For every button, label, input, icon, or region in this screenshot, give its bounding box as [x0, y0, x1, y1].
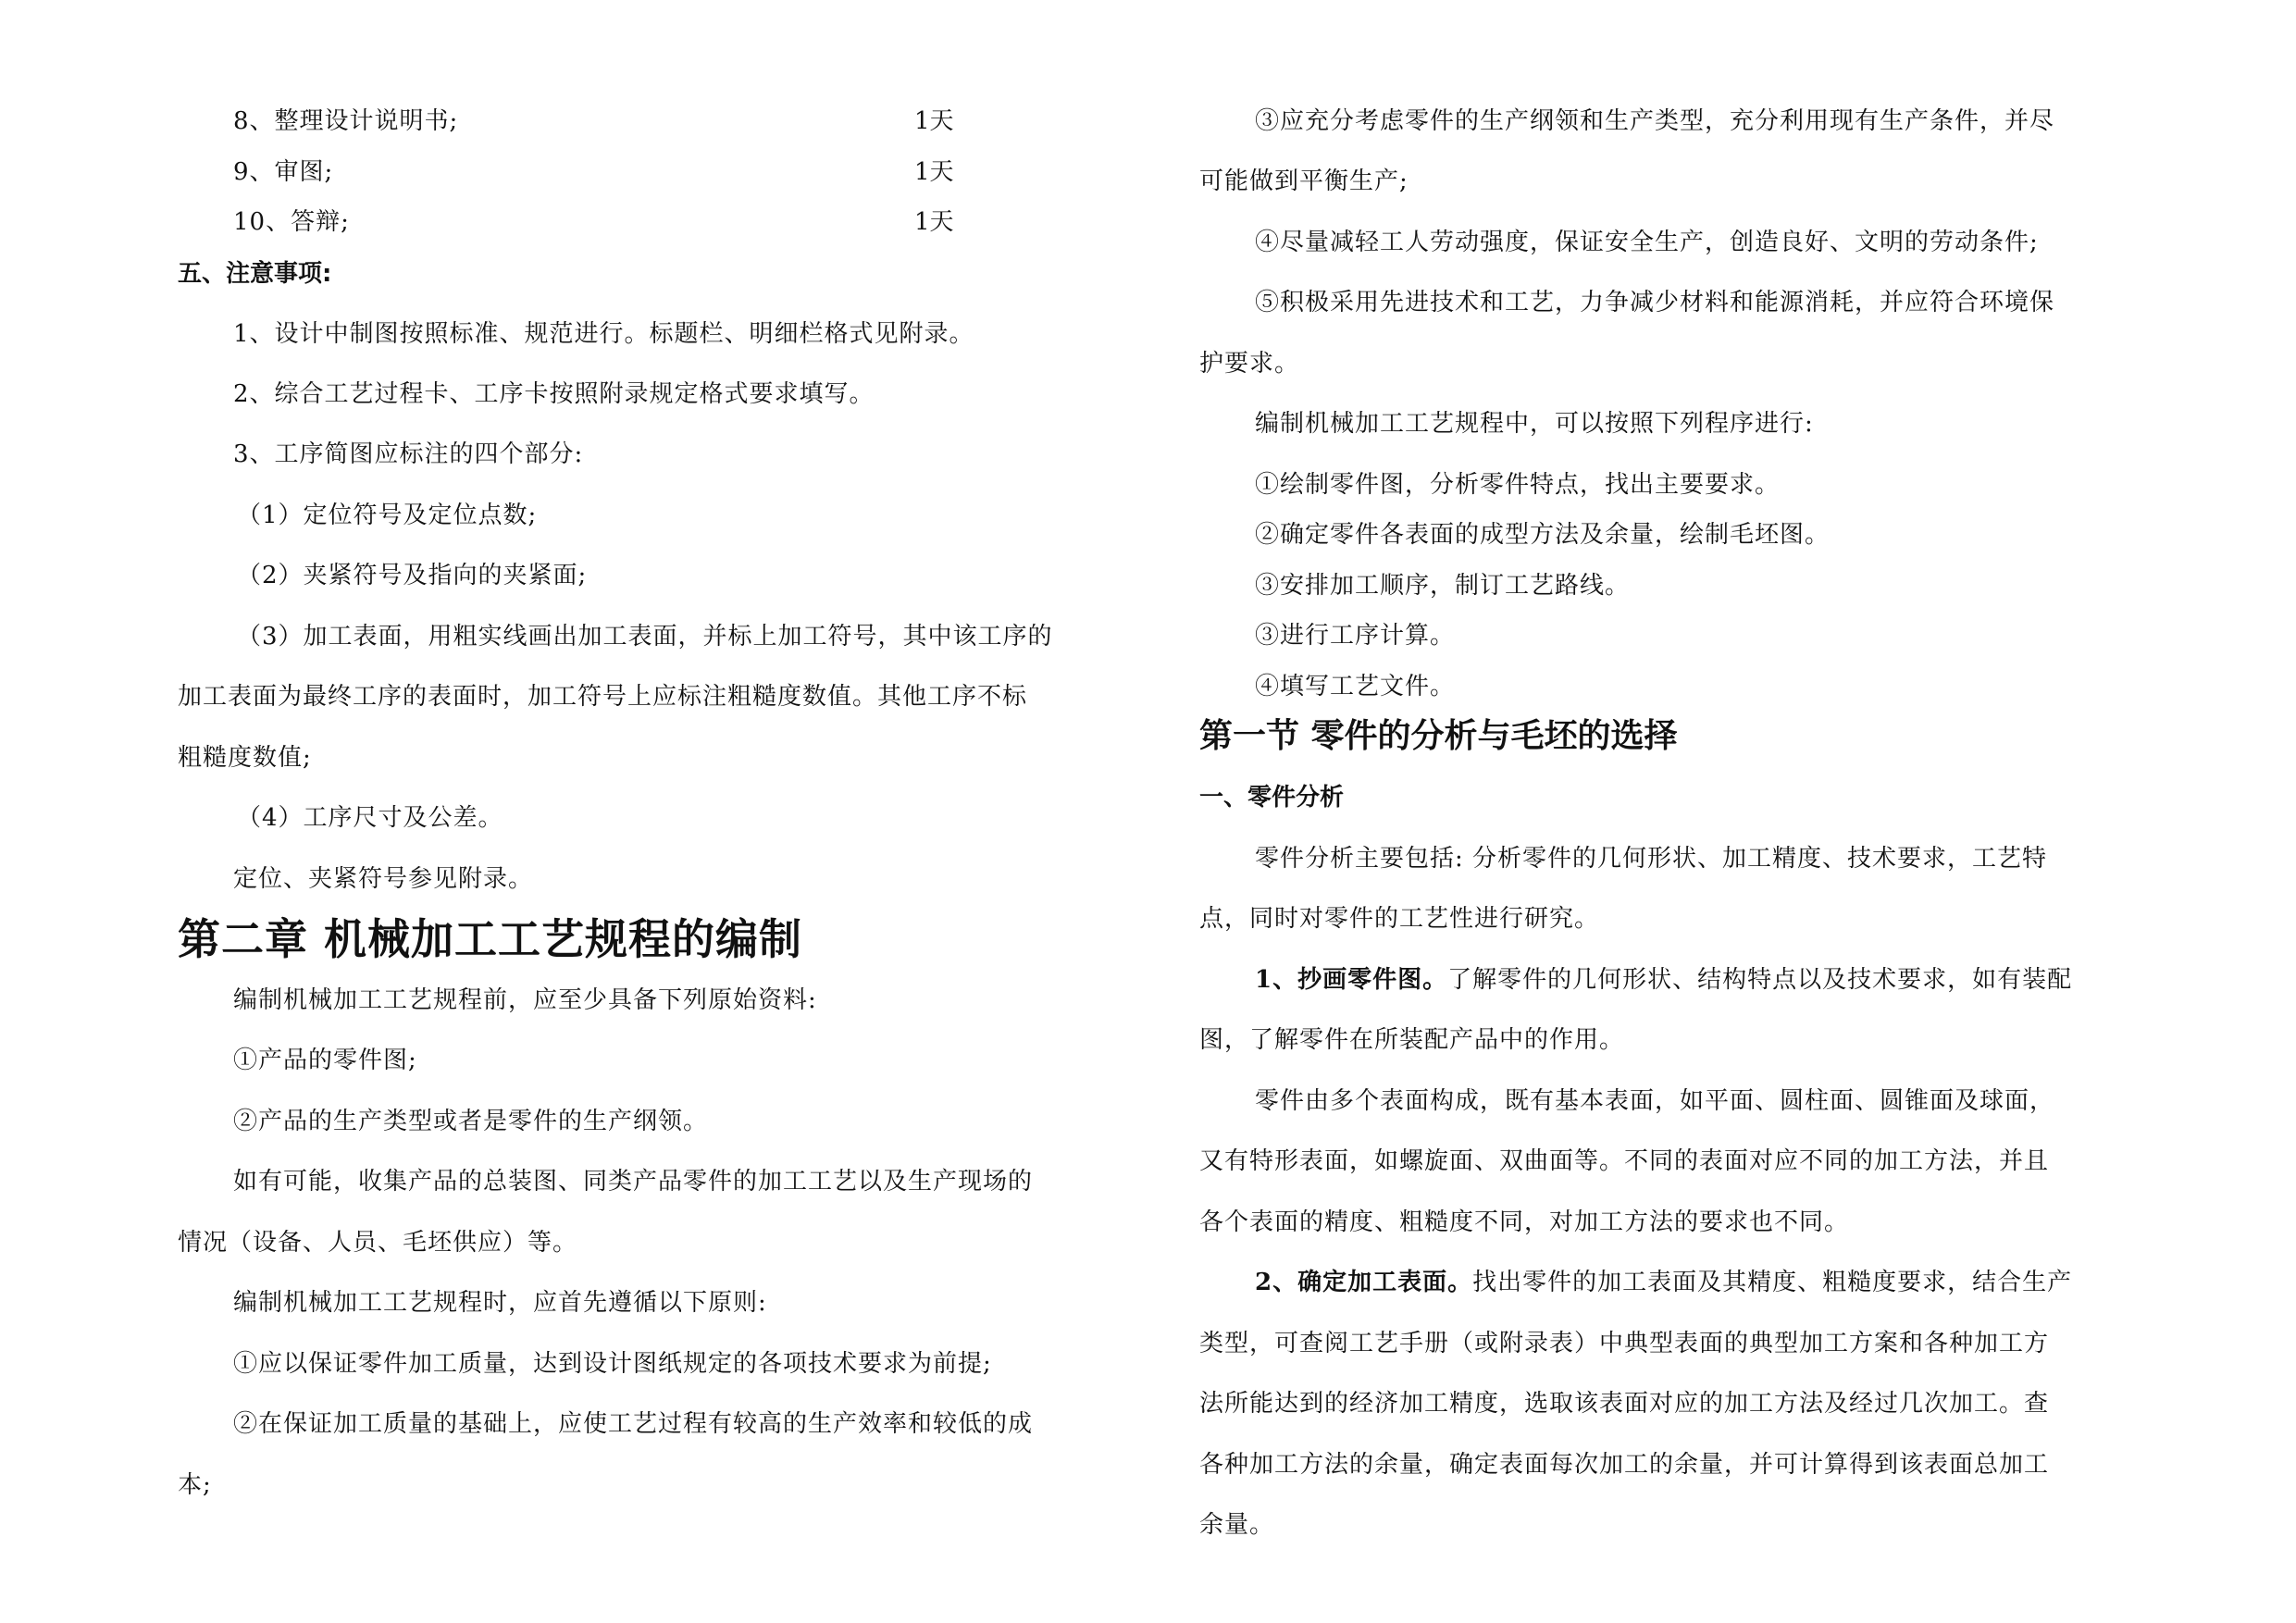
principle-3-line-1: ③应充分考虑零件的生产纲领和生产类型，充分利用现有生产条件，并尽	[1255, 107, 2055, 135]
schedule-item-9	[233, 156, 333, 188]
item-2-bold-label: 2、确定加工表面。	[1255, 1269, 1473, 1296]
schedule-label: 8、整理设计说明书;	[233, 107, 459, 135]
principle-4: ④尽量减轻工人劳动强度，保证安全生产，创造良好、文明的劳动条件;	[1255, 229, 2039, 256]
schedule-label: 9、审图;	[233, 158, 334, 186]
step-1: ①绘制零件图，分析零件特点，找出主要要求。	[1255, 471, 1781, 499]
sub-note-3-line-1: （3）加工表面，用粗实线画出加工表面，并标上加工符号，其中该工序的	[237, 623, 1053, 650]
item-2-line-1	[1255, 1267, 2072, 1298]
sub-note-2: （2）夹紧符号及指向的夹紧面;	[237, 562, 588, 589]
principle-intro: 编制机械加工工艺规程时，应首先遵循以下原则:	[233, 1289, 767, 1317]
collect-line-2: 情况（设备、人员、毛坯供应）等。	[178, 1229, 578, 1257]
reference-note: 定位、夹紧符号参见附录。	[233, 865, 534, 893]
intro-paragraph: 编制机械加工工艺规程前，应至少具备下列原始资料:	[233, 986, 817, 1014]
schedule-days-9: 1天	[914, 158, 954, 186]
item-2-line-4: 各种加工方法的余量，确定表面每次加工的余量，并可计算得到该表面总加工	[1199, 1451, 2050, 1479]
step-2: ②确定零件各表面的成型方法及余量，绘制毛坯图。	[1255, 521, 1831, 549]
principle-2-line-2: 本;	[178, 1471, 212, 1499]
step-4: ③进行工序计算。	[1255, 622, 1456, 650]
schedule-days-8: 1天	[914, 107, 954, 135]
section-heading-notes: 五、注意事项:	[178, 260, 332, 288]
chapter-title: 第二章 机械加工工艺规程的编制	[178, 914, 803, 964]
schedule-item-10	[233, 206, 350, 238]
item-2-text: 找出零件的加工表面及其精度、粗糙度要求，结合生产	[1472, 1269, 2073, 1296]
sub-note-3-line-3: 粗糙度数值;	[178, 744, 312, 772]
note-1: 1、设计中制图按照标准、规范进行。标题栏、明细栏格式见附录。	[233, 320, 974, 348]
sub-note-4: （4）工序尺寸及公差。	[237, 804, 503, 832]
schedule-label: 10、答辩;	[233, 208, 350, 236]
item-1-bold-label: 1、抄画零件图。	[1255, 966, 1448, 994]
sub-heading-part-analysis: 一、零件分析	[1199, 784, 1345, 812]
step-3: ③安排加工顺序，制订工艺路线。	[1255, 572, 1631, 600]
item-2-line-5: 余量。	[1199, 1511, 1275, 1539]
surface-line-1: 零件由多个表面构成，既有基本表面，如平面、圆柱面、圆锥面及球面，	[1255, 1087, 2055, 1115]
principle-5-line-2: 护要求。	[1199, 350, 1300, 378]
surface-line-2: 又有特形表面，如螺旋面、双曲面等。不同的表面对应不同的加工方法，并且	[1199, 1147, 2050, 1175]
principle-5-line-1: ⑤积极采用先进技术和工艺，力争减少材料和能源消耗，并应符合环境保	[1255, 289, 2055, 316]
principle-1: ①应以保证零件加工质量，达到设计图纸规定的各项技术要求为前提;	[233, 1350, 992, 1378]
principle-2-line-1: ②在保证加工质量的基础上，应使工艺过程有较高的生产效率和较低的成	[233, 1410, 1034, 1438]
section-1-title: 第一节 零件的分析与毛坯的选择	[1199, 717, 1678, 755]
sub-note-3-line-2: 加工表面为最终工序的表面时，加工符号上应标注粗糙度数值。其他工序不标	[178, 683, 1028, 711]
collect-line-1: 如有可能，收集产品的总装图、同类产品零件的加工工艺以及生产现场的	[233, 1168, 1034, 1196]
surface-line-3: 各个表面的精度、粗糙度不同，对加工方法的要求也不同。	[1199, 1208, 1850, 1236]
item-1-text: 了解零件的几何形状、结构特点以及技术要求，如有装配	[1447, 966, 2073, 994]
schedule-days-10: 1天	[914, 208, 954, 236]
procedure-intro: 编制机械加工工艺规程中，可以按照下列程序进行:	[1255, 410, 1814, 438]
note-3: 3、工序简图应标注的四个部分:	[233, 440, 584, 468]
item-1-line-1	[1255, 964, 2072, 996]
step-5: ④填写工艺文件。	[1255, 673, 1456, 700]
material-1: ①产品的零件图;	[233, 1047, 417, 1074]
principle-3-line-2: 可能做到平衡生产;	[1199, 167, 1409, 195]
analysis-line-2: 点，同时对零件的工艺性进行研究。	[1199, 905, 1600, 933]
sub-note-1: （1）定位符号及定位点数;	[237, 502, 538, 529]
analysis-line-1: 零件分析主要包括: 分析零件的几何形状、加工精度、技术要求，工艺特	[1255, 845, 2048, 873]
item-1-line-2: 图，了解零件在所装配产品中的作用。	[1199, 1026, 1625, 1054]
item-2-line-2: 类型，可查阅工艺手册（或附录表）中典型表面的典型加工方案和各种加工方	[1199, 1330, 2050, 1357]
material-2: ②产品的生产类型或者是零件的生产纲领。	[233, 1108, 709, 1135]
item-2-line-3: 法所能达到的经济加工精度，选取该表面对应的加工方法及经过几次加工。查	[1199, 1390, 2050, 1418]
note-2: 2、综合工艺过程卡、工序卡按照附录规定格式要求填写。	[233, 380, 875, 408]
schedule-item-8	[233, 105, 458, 137]
